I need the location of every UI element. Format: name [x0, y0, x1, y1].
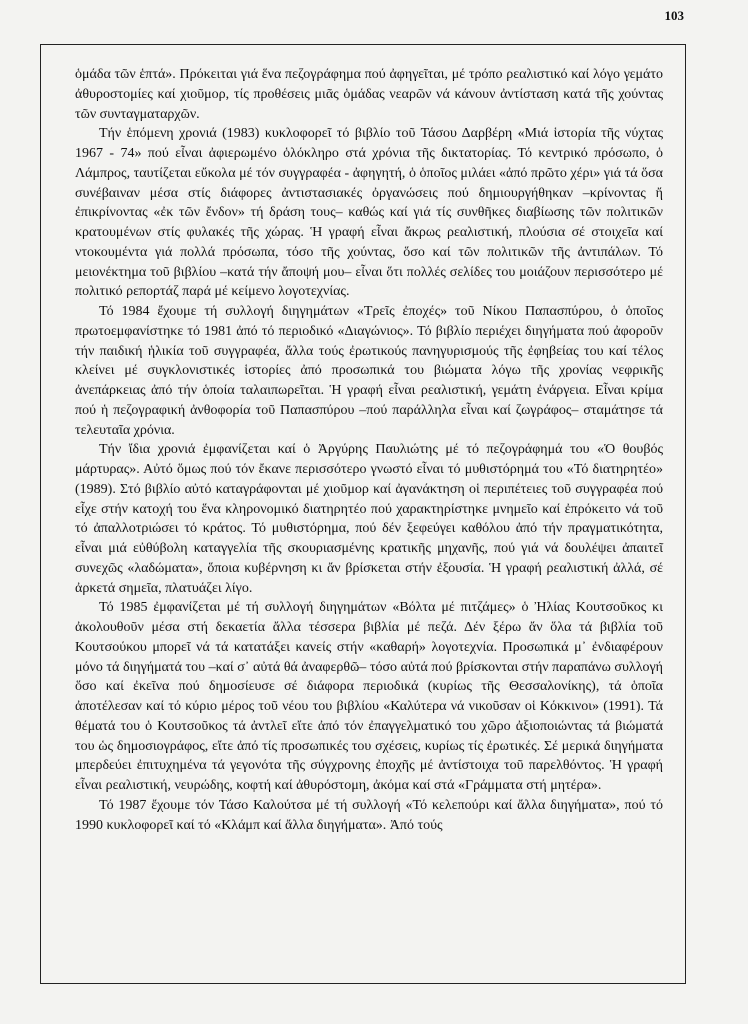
- paragraph-2: Τήν ἑπόμενη χρονιά (1983) κυκλοφορεῖ τό βιβλίο τοῦ Τάσου Δαρβέρη «Μιά ἱστορία τῆς νύχτας 1967 - 74» πού εἶναι ἀφιερωμένο ὁλόκληρο στά χρόνια τῆς δικτατορίας. Τό κεντρικό πρόσωπο, ὁ Λάμπρος, ταυτίζεται εὔκολα μέ τόν συγγραφέα - ἀφηγητή, ὁ ὁποῖος μιλάει «ἀπό πρῶτο χέρι» γιά τά ὅσα συνέβαιναν μέσα στίς διάφορες ἀντιστασιακές ὀργανώσεις πού δημιουργήθηκαν –κρίνοντας ἤ ἐπικρίνοντας «ἐκ τῶν ἔνδον» τή δράση τους– καθώς καί γιά τίς συνθῆκες διαβίωσης τῶν πολιτικῶν κρατουμένων στίς φυλακές τῆς χώρας. Ἡ γραφή εἶναι ἄκρως ρεαλιστική, πλούσια σέ στοιχεῖα καί ντοκουμέντα γιά πολλά πρόσωπα, τόσο τῆς χούντας, ὅσο καί τῶν πολιτικῶν τῆς ἀντιπάλων. Τό μειονέκτημα τοῦ βιβλίου –κατά τήν ἄποψή μου– εἶναι ὅτι πολλές σελίδες του μοιάζουν περισσότερο μέ πολιτικό ρεπορτάζ παρά μέ κείμενο λογοτεχνίας.: [75, 126, 663, 300]
- paragraph-5: Τό 1985 ἐμφανίζεται μέ τή συλλογή διηγημάτων «Βόλτα μέ πιτζάμες» ὁ Ἠλίας Κουτσοῦκος κι ἀκολουθοῦν μέσα στή δεκαετία ἄλλα τέσσερα βιβλία μέ πεζά. Δέν ξέρω ἄν ὅλα τά βιβλία τοῦ Κουτσούκου μπορεῖ νά τά κατατάξει κανείς στήν «καθαρή» λογοτεχνία. Προσωπικά μ᾽ ἐνδιαφέρουν μόνο τά διηγήματά του –καί σ᾽ αὐτά θά ἀναφερθῶ– τόσο αὐτά πού βρίσκονται στήν παραπάνω συλλογή ὅσο καί ἐκεῖνα πού δημοσίευσε σέ διάφορα περιοδικά (κυρίως τῆς Θεσσαλονίκης), τά ὁποῖα ἀποτέλεσαν καί τό κύριο μέρος τοῦ νέου του βιβλίου «Καλύτερα νά νικοῦσαν οἱ Κόκκινοι» (1991). Τά θέματά του ὁ Κουτσοῦκος τά ἀντλεῖ εἴτε ἀπό τόν ἐπαγγελματικό του χῶρο ἀξιοποιώντας τά βιώματά του ὡς δημοσιογράφος, εἴτε ἀπό τίς προσωπικές του σχέσεις, κυρίως τίς ἐρωτικές. Σέ μερικά διηγήματα μπερδεύει ἐπιτυχημένα τά γεγονότα τῆς σύγχρονης ἐποχῆς μέ ἀντίστοιχα τοῦ παρελθόντος. Ἡ γραφή εἶναι ρεαλιστική, νευρώδης, κοφτή καί ἀθυρόστομη, ἀκόμα καί στά «Γράμματα στή μητέρα».: [75, 600, 663, 793]
- paragraph-1: ὁμάδα τῶν ἑπτά». Πρόκειται γιά ἕνα πεζογράφημα πού ἀφηγεῖται, μέ τρόπο ρεαλιστικό καί λόγο γεμάτο ἀθυροστομίες καί χιοῦμορ, τίς προθέσεις μιᾶς ὁμάδας νεαρῶν νά κάνουν ἀντίσταση κατά τῆς χούντας τῶν συνταγματαρχῶν.: [75, 67, 663, 122]
- paragraph-3: Τό 1984 ἔχουμε τή συλλογή διηγημάτων «Τρεῖς ἐποχές» τοῦ Νίκου Παπασπύρου, ὁ ὁποῖος πρωτοεμφανίστηκε τό 1981 ἀπό τό περιοδικό «Διαγώνιος». Τό βιβλίο περιέχει διηγήματα πού ἀφοροῦν τήν παιδική ἡλικία τοῦ συγγραφέα, ἄλλα τούς ἐρωτικούς πανηγυρισμούς τῆς ἐφηβείας του καί τέλος κλείνει μέ συγκλονιστικές ἱστορίες ἀπό προσωπικά του βιώματα λόγω τῆς χρονίας νεφρικῆς ἀνεπάρκειας ἀπό τήν ὁποία ταλαιπωρεῖται. Ἡ γραφή εἶναι ρεαλιστική, γεμάτη ἐνάργεια. Εἶναι κρίμα πού ἡ πεζογραφική ἀνθοφορία τοῦ Παπασπύρου –πού παράλληλα εἶναι καί ζωγράφος– σταμάτησε τά τελευταῖα χρόνια.: [75, 304, 663, 438]
- text-frame: [40, 44, 686, 984]
- paragraph-6: Τό 1987 ἔχουμε τόν Τάσο Καλούτσα μέ τή συλλογή «Τό κελεπούρι καί ἄλλα διηγήματα», πού τό 1990 κυκλοφορεῖ καί τό «Κλάμπ καί ἄλλα διηγήματα». Ἀπό τούς: [75, 797, 663, 833]
- paragraph-4: Τήν ἴδια χρονιά ἐμφανίζεται καί ὁ Ἀργύρης Παυλιώτης μέ τό πεζογράφημά του «Ὁ θουβός μάρτυρας». Αὐτό ὅμως πού τόν ἔκανε περισσότερο γνωστό εἶναι τό μυθιστόρημά του «Τό διατηρητέο» (1989). Στό βιβλίο αὐτό καταγράφονται μέ χιοῦμορ καί ἀγανάκτηση οἱ περιπέτειες τοῦ συγγραφέα πού εἶχε στήν κατοχή του ἕνα κληρονομικό διατηρητέο πού χαρακτηρίστηκε μνημεῖο καί ἐπρόκειτο νά τοῦ τό ἀπαλλοτριώσει τό κράτος. Τό μυθιστόρημα, πού δέν ξεφεύγει καθόλου ἀπό τήν πραγματικότητα, εἶναι μιά εὐθύβολη καταγγελία τῆς σκουριασμένης κρατικῆς μηχανῆς, πού γιά νά δουλέψει ἀπαιτεῖ συνεχῶς «λαδώματα», ὅποια κυβέρνηση κι ἄν βρίσκεται στήν ἐξουσία. Ἡ γραφή ρεαλιστική ἀλλά, σέ ἀρκετά σημεῖα, πλατυάζει λίγο.: [75, 442, 663, 596]
- page-number: 103: [664, 8, 684, 23]
